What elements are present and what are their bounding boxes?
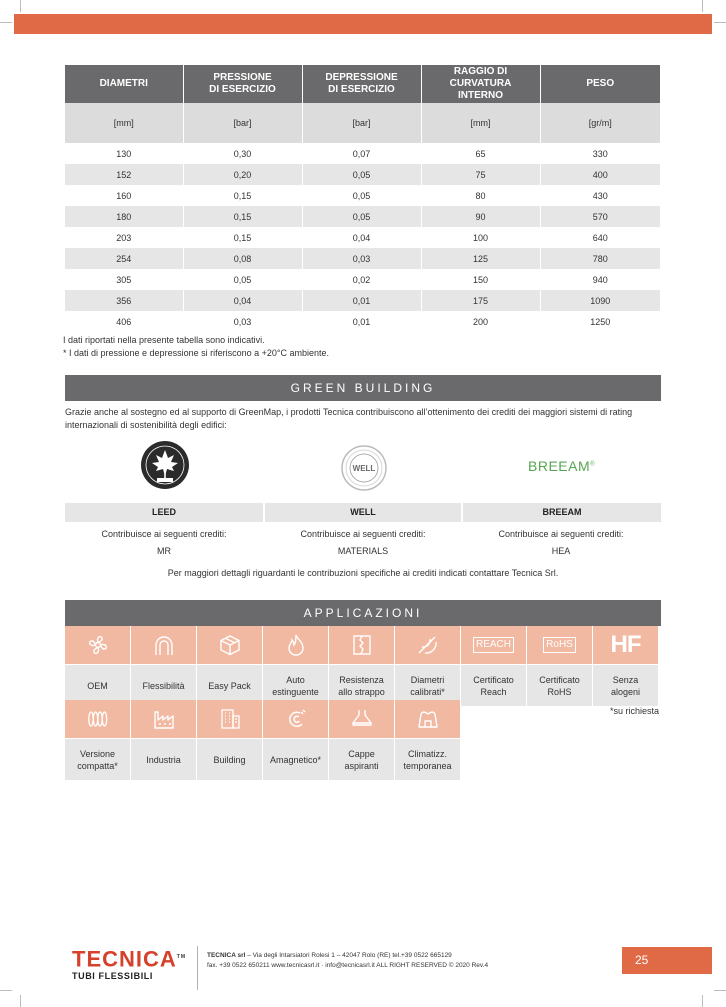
brand-trademark: TM [176,954,187,960]
app-tile-resistenza-strappo [329,626,394,664]
app-label-easy-pack: Easy Pack [197,665,262,706]
unit-cell: [bar] [183,103,302,143]
app-tile-versione-compatta [65,700,130,738]
cert-contrib-leed: Contribuisce ai seguenti crediti: [101,529,227,539]
well-logo-text: WELL [352,464,376,473]
table-cell: 0,15 [183,227,302,248]
table-cell: 330 [540,143,660,164]
cert-credit-well: MATERIALS [337,546,389,556]
table-row [65,185,660,206]
note-line: I dati riportati nella presente tabella sono indicativi. [63,335,265,345]
table-cell: 1090 [540,290,660,311]
factory-icon [152,707,176,731]
company-address: – Via degli Intarsiatori Rolesi 1 – 42047 Rolo (RE) tel.+39 0522 665129 [245,952,452,959]
table-cell: 640 [540,227,660,248]
table-cell: 1250 [540,311,660,332]
cert-credit-breeam: HEA [551,546,571,556]
table-row [65,248,660,269]
table-cell: 0,01 [302,311,421,332]
coil-icon [86,707,110,731]
header-peso: PESO [540,65,660,103]
brand-name: TECNICA [72,946,177,972]
table-cell: 0,04 [183,290,302,311]
table-notes [63,334,329,360]
header-diametri: DIAMETRI [65,65,183,103]
app-tile-cappe-aspiranti [329,700,394,738]
app-tile-flessibilita [131,626,196,664]
table-cell: 152 [65,164,183,185]
table-cell: 0,03 [183,311,302,332]
table-cell: 65 [421,143,540,164]
app-label-climatizzazione: Climatizz. temporanea [395,739,460,780]
footer-info [207,951,488,971]
building-icon [218,707,242,731]
app-label-industria: Industria [131,739,196,780]
app-label-reach: Certificato Reach [461,665,526,706]
table-cell: 0,15 [183,206,302,227]
cert-credit-leed: MR [157,546,171,556]
table-cell: 0,03 [302,248,421,269]
table-cell: 203 [65,227,183,248]
crop-mark [714,22,726,23]
brand-subtitle: TUBI FLESSIBILI [72,971,153,982]
top-accent-bar [14,14,712,34]
well-logo-icon [340,444,388,492]
app-tile-building [197,700,262,738]
table-cell: 400 [540,164,660,185]
crop-mark [20,995,21,1007]
table-cell: 175 [421,290,540,311]
app-label-cappe: Cappe aspiranti [329,739,394,780]
breeam-logo-text: BREEAM [528,458,591,474]
app-tile-climatizzazione [395,700,460,738]
leed-logo-icon [140,440,190,490]
app-label-oem: OEM [65,665,130,706]
table-row [65,227,660,248]
table-cell: 356 [65,290,183,311]
note-line: * I dati di pressione e depressione si riferiscono a +20°C ambiente. [63,348,329,358]
app-tile-oem [65,626,130,664]
table-cell: 940 [540,269,660,290]
app-label-amagnetico: Amagnetico* [263,739,328,780]
app-tile-diametri-calibrati [395,626,460,664]
app-tile-industria [131,700,196,738]
green-building-band: GREEN BUILDING [65,375,661,401]
table-cell: 0,04 [302,227,421,248]
well-logo [340,444,388,492]
table-cell: 0,01 [302,290,421,311]
cert-contrib-breeam: Contribuisce ai seguenti crediti: [498,529,624,539]
crop-mark [702,995,703,1007]
cert-contrib-well: Contribuisce ai seguenti crediti: [300,529,426,539]
flex-arch-icon [152,633,176,657]
table-cell: 200 [421,311,540,332]
company-contacts: fax. +39 0522 650211 www.tecnicasrl.it · info@tecnicasrl.it ALL RIGHT RESERVED © 2020 Rev.4 [207,962,489,969]
table-cell: 75 [421,164,540,185]
spec-table [65,65,660,332]
header-pressione: PRESSIONE DI ESERCIZIO [183,65,302,103]
footer-divider [197,946,198,990]
app-tile-amagnetico [263,700,328,738]
table-row [65,143,660,164]
green-building-intro: Grazie anche al sostegno ed al supporto di GreenMap, i prodotti Tecnica contribuiscono all’ottenimento dei crediti dei maggiori sistemi di rating internazionali di sostenibilità degli edifici: [65,407,633,430]
table-cell: 254 [65,248,183,269]
crop-mark [702,0,703,12]
tent-icon [416,707,440,731]
app-label-flessibilita: Flessibilità [131,665,196,706]
table-row [65,311,660,332]
crop-mark [0,990,12,991]
app-tile-easy-pack [197,626,262,664]
table-cell: 90 [421,206,540,227]
table-cell: 180 [65,206,183,227]
app-label-versione-compatta: Versione compatta* [65,739,130,780]
cert-name-well: WELL [265,503,461,522]
table-cell: 0,05 [302,206,421,227]
magnet-icon [284,707,308,731]
reach-icon: REACH [473,637,514,653]
box-icon [218,633,242,657]
breeam-logo [528,458,595,474]
hf-icon: HF [610,631,641,658]
header-depressione: DEPRESSIONE DI ESERCIZIO [302,65,421,103]
app-tile-reach [461,626,526,664]
table-cell: 0,05 [302,185,421,206]
company-name: TECNICA srl [207,952,246,959]
caliper-icon [416,633,440,657]
table-row [65,269,660,290]
table-cell: 570 [540,206,660,227]
fan-icon [86,633,110,657]
table-cell: 0,15 [183,185,302,206]
flame-icon [284,633,308,657]
app-label-diametri: Diametri calibrati* [395,665,460,706]
app-label-senza-alogeni: Senza alogeni [593,665,658,706]
crop-mark [714,990,726,991]
table-cell: 430 [540,185,660,206]
leed-logo [140,440,190,490]
applicazioni-band: APPLICAZIONI [65,600,661,626]
app-tile-senza-alogeni [593,626,658,664]
page-number: 25 [622,947,712,974]
cert-name-leed: LEED [65,503,263,522]
header-raggio: RAGGIO DI CURVATURA INTERNO [421,65,540,103]
table-cell: 0,30 [183,143,302,164]
breeam-logo-mark: ® [590,461,596,468]
unit-cell: [bar] [302,103,421,143]
green-building-footer: Per maggiori dettagli riguardanti le contribuzioni specifiche ai crediti indicati contattare Tecnica Srl. [167,568,559,578]
app-tile-rohs [527,626,592,664]
cert-name-breeam: BREEAM [463,503,661,522]
table-cell: 0,05 [302,164,421,185]
table-cell: 780 [540,248,660,269]
rohs-icon: RoHS [543,637,576,653]
table-cell: 406 [65,311,183,332]
app-tile-auto-estinguente [263,626,328,664]
table-row [65,206,660,227]
table-cell: 160 [65,185,183,206]
table-cell: 0,02 [302,269,421,290]
app-label-auto-estinguente: Auto estinguente [263,665,328,706]
crop-mark [20,0,21,12]
table-cell: 0,20 [183,164,302,185]
table-row [65,164,660,185]
app-label-resistenza: Resistenza allo strappo [329,665,394,706]
table-cell: 150 [421,269,540,290]
crop-mark [0,22,12,23]
hood-icon [350,707,374,731]
table-cell: 0,05 [183,269,302,290]
table-cell: 0,08 [183,248,302,269]
table-cell: 0,07 [302,143,421,164]
table-cell: 305 [65,269,183,290]
table-cell: 125 [421,248,540,269]
unit-cell: [gr/m] [540,103,660,143]
units-row [65,103,660,143]
app-label-building: Building [197,739,262,780]
unit-cell: [mm] [421,103,540,143]
table-cell: 80 [421,185,540,206]
tecnica-logo [72,946,186,981]
table-row [65,290,660,311]
table-cell: 100 [421,227,540,248]
tear-icon [350,633,374,657]
app-label-rohs: Certificato RoHS [527,665,592,706]
spec-table-header [65,65,660,103]
table-cell: 130 [65,143,183,164]
unit-cell: [mm] [65,103,183,143]
su-richiesta-note: *su richiesta [610,706,660,716]
